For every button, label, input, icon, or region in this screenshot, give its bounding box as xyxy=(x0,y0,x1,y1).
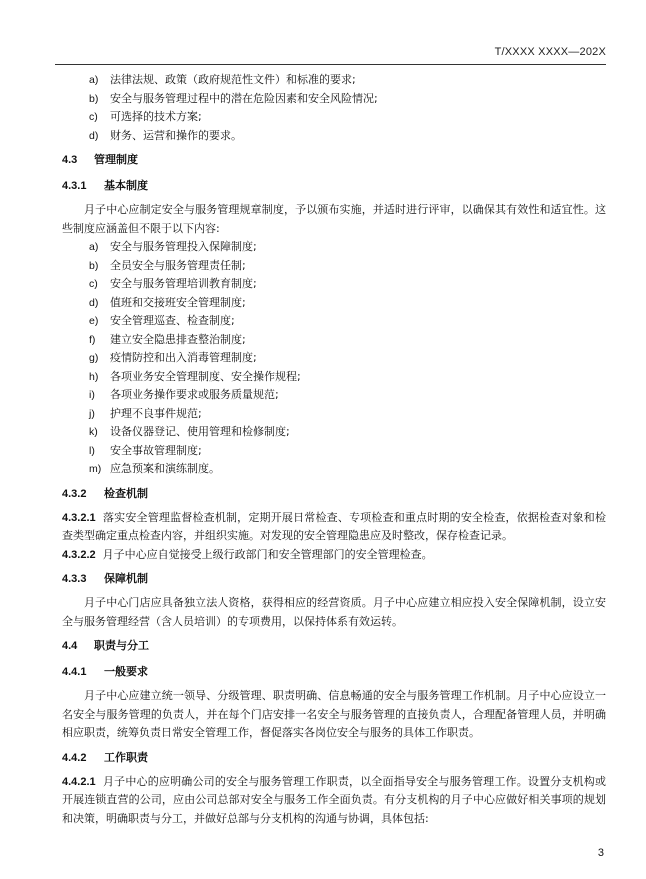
list-item: l) 安全事故管理制度; xyxy=(89,443,202,457)
section-heading-4-3-2: 4.3.2 检查机制 xyxy=(62,486,148,500)
list-item: j) 护理不良事件规范; xyxy=(89,406,202,420)
list-item: b) 安全与服务管理过程中的潜在危险因素和安全风险情况; xyxy=(89,91,378,105)
clause-4-4-2-1: 4.4.2.1 月子中心的应明确公司的安全与服务管理工作职责，以全面指导安全与服务管理工作。设置分支机构或开展连锁直营的公司，应由公司总部对安全与服务工作全面负责。有分支机构的月子中心应做好相关事项的规划和决策，明确职责与分工，并做好总部与分支机构的沟通与协调，具体包括: xyxy=(62,774,606,825)
header-rule xyxy=(55,64,606,65)
document-code: T/XXXX XXXX—202X xyxy=(494,46,606,58)
list-item: b) 全员安全与服务管理责任制; xyxy=(89,258,246,272)
list-item: m) 应急预案和演练制度。 xyxy=(89,462,220,475)
system-list xyxy=(0,238,646,479)
list-item: h) 各项业务安全管理制度、安全操作规程; xyxy=(89,369,301,383)
section-heading-4-3-1: 4.3.1 基本制度 xyxy=(62,179,148,192)
list-item: f) 建立安全隐患排查整治制度; xyxy=(89,332,246,346)
document-body xyxy=(0,71,646,828)
paragraph: 月子中心应制定安全与服务管理规章制度，予以颁布实施，并适时进行评审，以确保其有效性和适宜性。这些制度应涵盖但不限于以下内容: xyxy=(62,203,606,235)
paragraph: 月子中心门店应具备独立法人资格，获得相应的经营资质。月子中心应建立相应投入安全保障机制，设立安全与服务管理经营（含人员培训）的专项费用，以保持体系有效运转。 xyxy=(62,596,606,628)
page-number: 3 xyxy=(597,847,604,859)
list-item: a) 安全与服务管理投入保障制度; xyxy=(89,240,257,253)
list-item: c) 安全与服务管理培训教育制度; xyxy=(89,277,257,290)
list-item: d) 值班和交接班安全管理制度; xyxy=(89,295,246,309)
section-heading-4-4: 4.4 职责与分工 xyxy=(62,639,149,652)
list-item: c) 可选择的技术方案; xyxy=(89,110,202,123)
list-item: a) 法律法规、政策（政府规范性文件）和标准的要求; xyxy=(89,73,356,86)
section-heading-4-3: 4.3 管理制度 xyxy=(62,153,138,166)
list-item: g) 疫情防控和出入消毒管理制度; xyxy=(89,351,257,364)
section-heading-4-3-3: 4.3.3 保障机制 xyxy=(62,572,148,585)
clause-4-3-2-1: 4.3.2.1 落实安全管理监督检查机制，定期开展日常检查、专项检查和重点时期的安全检查，依据检查对象和检查类型确定重点检查内容，并组织实施。对发现的安全管理隐患应及时整改，保存检查记录。 xyxy=(62,510,606,542)
list-item: e) 安全管理巡查、检查制度; xyxy=(89,314,235,327)
list-item: d) 财务、运营和操作的要求。 xyxy=(89,128,242,142)
list-item: k) 设备仪器登记、使用管理和检修制度; xyxy=(89,425,290,438)
list-item: i) 各项业务操作要求或服务质量规范; xyxy=(89,388,279,401)
section-heading-4-4-1: 4.4.1 一般要求 xyxy=(62,665,148,678)
paragraph: 月子中心应建立统一领导、分级管理、职责明确、信息畅通的安全与服务管理工作机制。月子中心应设立一名安全与服务管理的负责人，并在每个门店安排一名安全与服务管理的直接负责人，合理配备管理人员，并明确相应职责，统筹负责日常安全管理工作，督促落实各岗位安全与服务的具体工作职责。 xyxy=(62,689,606,739)
clause-4-3-2-2: 4.3.2.2 月子中心应自觉接受上级行政部门和安全管理部门的安全管理检查。 xyxy=(62,547,433,561)
requirements-list xyxy=(0,71,646,145)
section-heading-4-4-2: 4.4.2 工作职责 xyxy=(62,750,148,764)
